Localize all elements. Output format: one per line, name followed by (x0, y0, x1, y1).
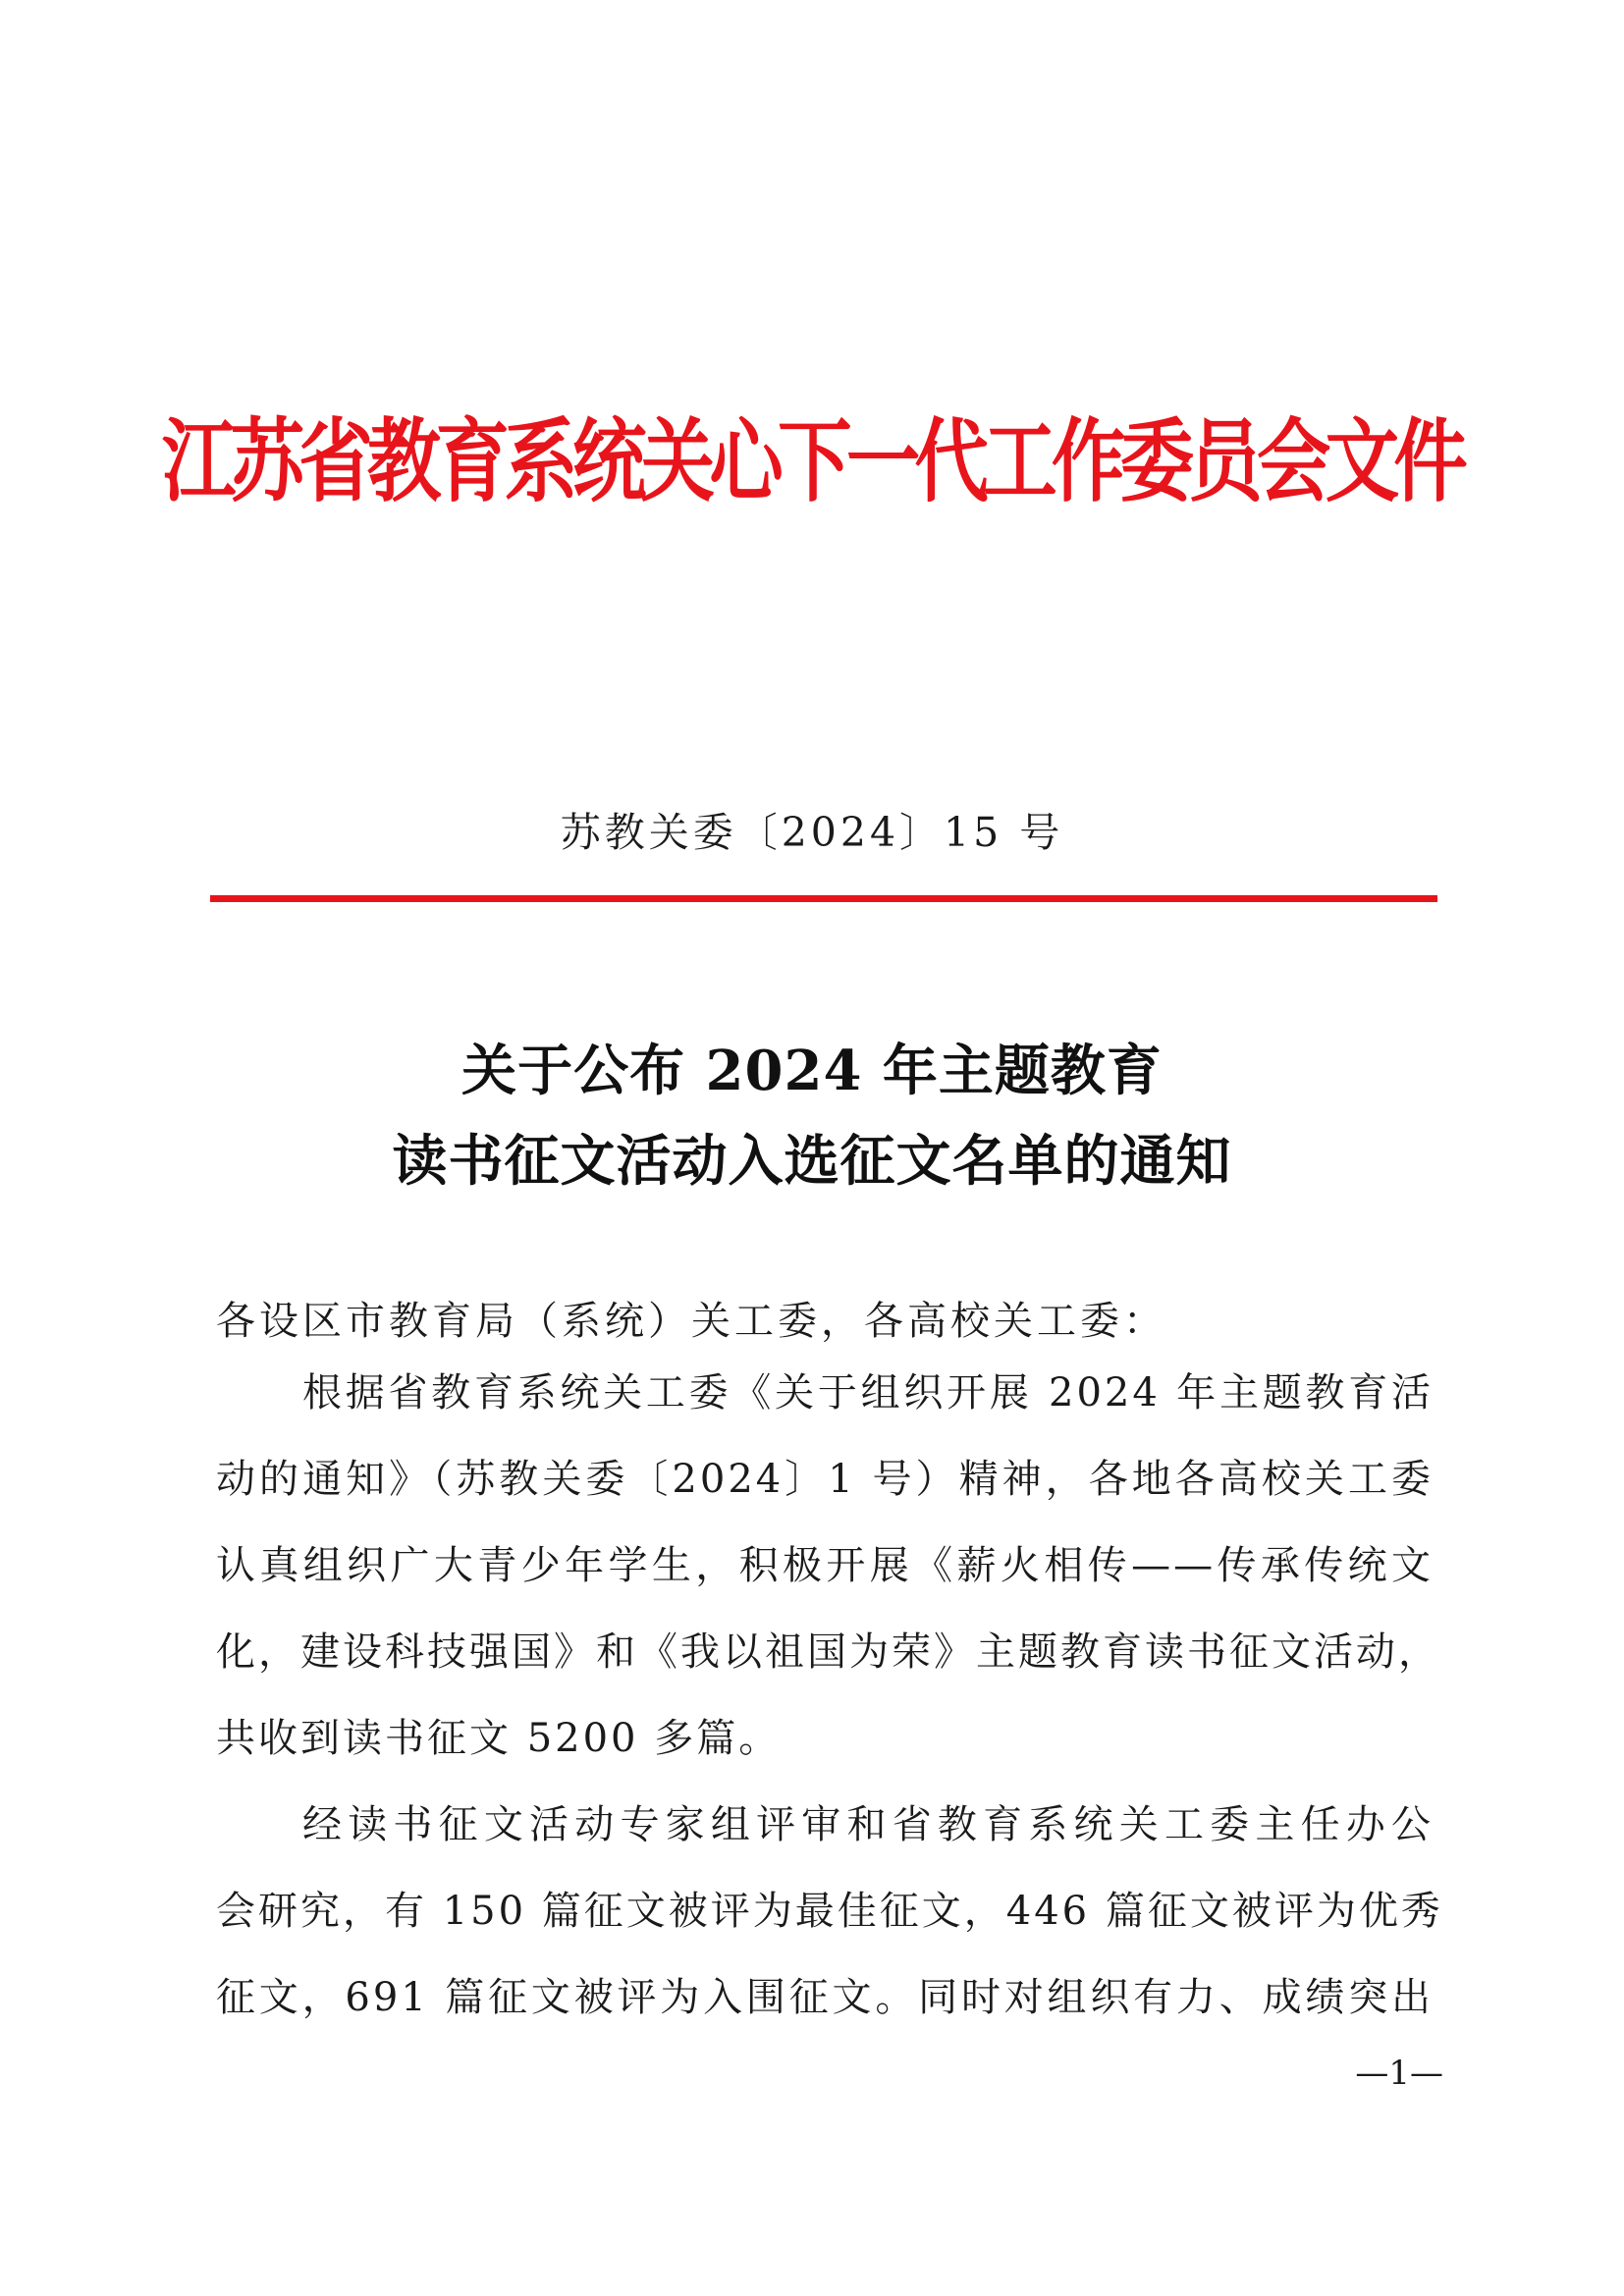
paragraph-line: 经读书征文活动专家组评审和省教育系统关工委主任办公 (302, 1802, 1434, 1847)
paragraph-line: 根据省教育系统关工委《关于组织开展 2024 年主题教育活 (302, 1370, 1434, 1415)
document-number: 苏教关委〔2024〕15 号 (560, 809, 1064, 856)
paragraph-line: 化，建设科技强国》和《我以祖国为荣》主题教育读书征文活动， (216, 1629, 1440, 1675)
paragraph-line: 征文，691 篇征文被评为入围征文。同时对组织有力、成绩突出 (216, 1975, 1434, 2020)
paragraph-line: 动的通知》（苏教关委〔2024〕1 号）精神，各地各高校关工委 (216, 1457, 1434, 1502)
notice-title (0, 1026, 1624, 1206)
body-paragraph-2 (216, 1782, 1443, 2041)
paragraph-line: 会研究，有 150 篇征文被评为最佳征文，446 篇征文被评为优秀 (216, 1889, 1443, 1934)
salutation: 各设区市教育局（系统）关工委，各高校关工委： (216, 1299, 1166, 1344)
page-number: —1— (1355, 2054, 1443, 2093)
masthead-title: 江苏省教育系统关心下一代工作委员会文件 (161, 408, 1463, 514)
notice-title-line-2: 读书征文活动入选征文名单的通知 (392, 1129, 1232, 1194)
paragraph-line: 认真组织广大青少年学生，积极开展《薪火相传——传承传统文 (216, 1543, 1434, 1588)
notice-title-line-1: 关于公布 2024 年主题教育 (461, 1039, 1163, 1103)
body-paragraph-1 (216, 1350, 1440, 1782)
red-divider-rule (210, 895, 1437, 902)
paragraph-line: 共收到读书征文 5200 多篇。 (216, 1716, 782, 1761)
